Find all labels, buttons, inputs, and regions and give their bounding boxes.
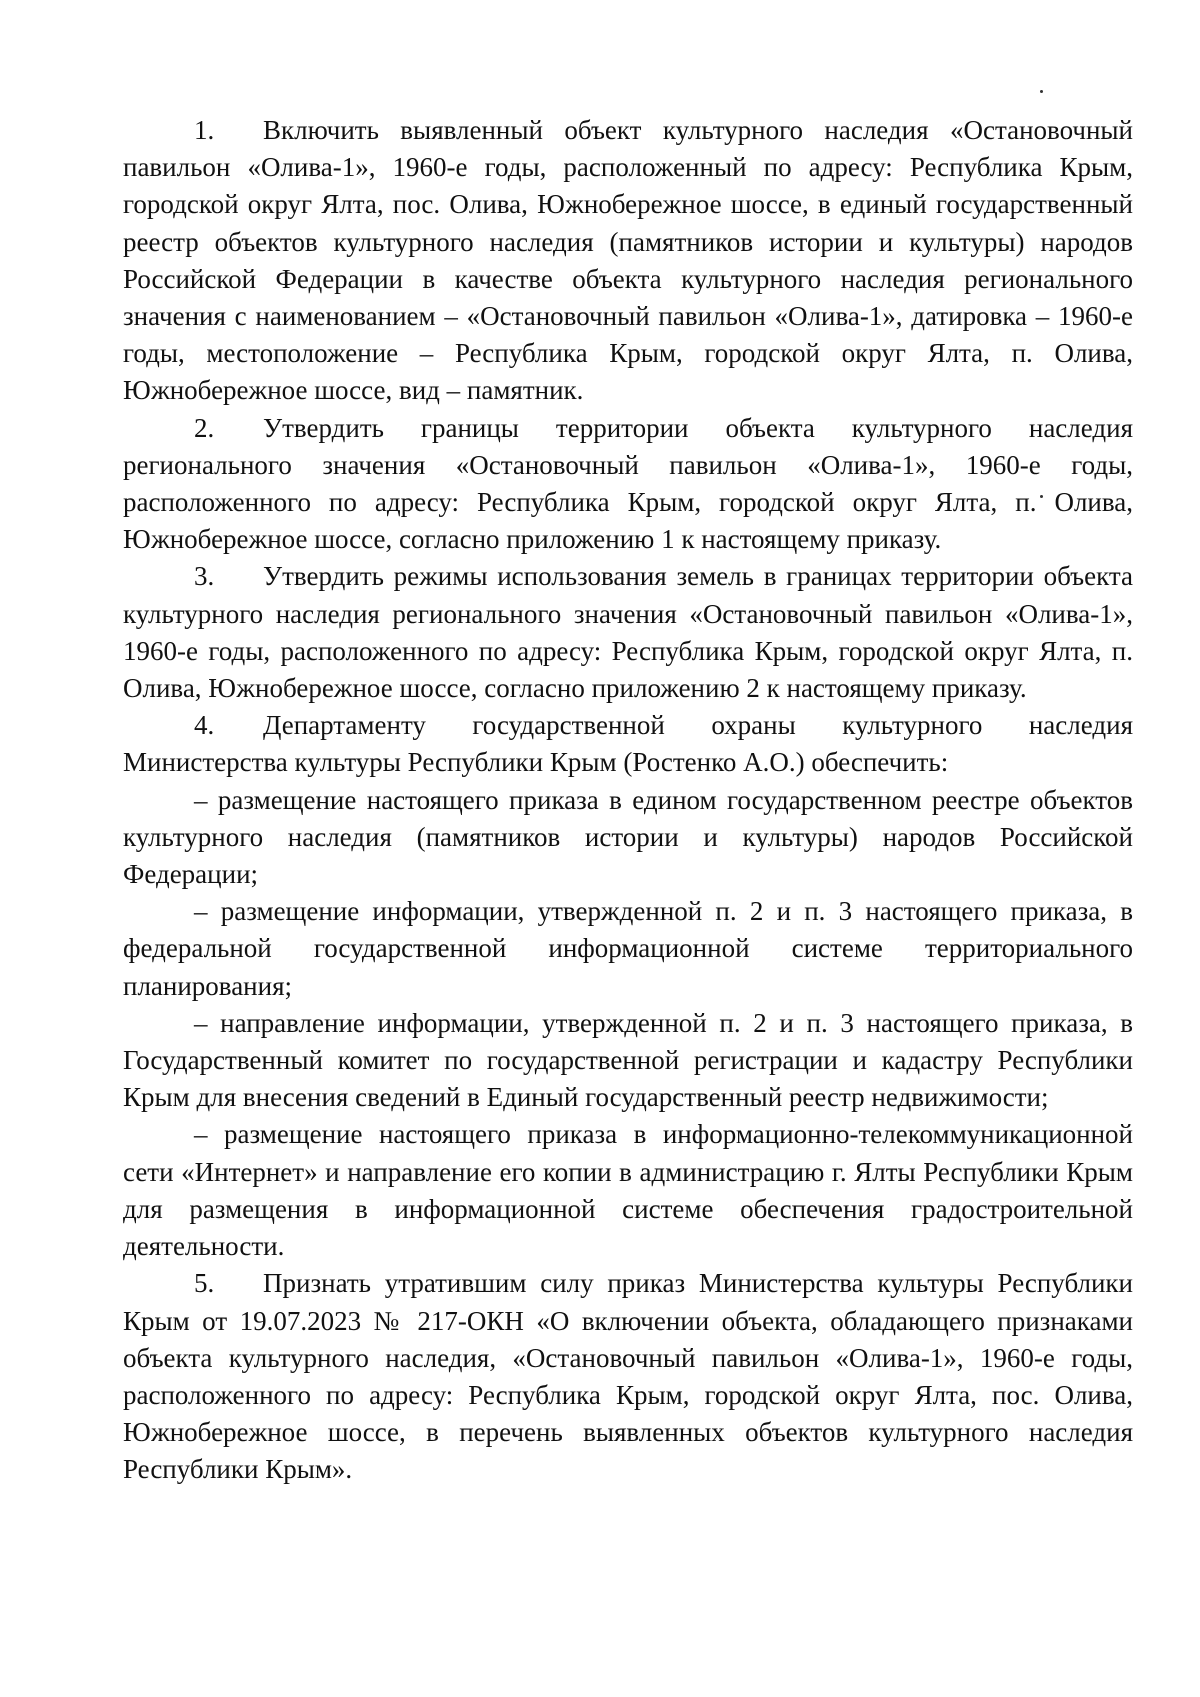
item-text: Утвердить режимы использования земель в границах территории объекта культурного наследия регионального значения «Остановочный павильон «Олива-1», 1960-е годы, расположенного по адресу: Республика Крым, городской округ Ялта, п. Олива, Южнобережное шоссе, согласно приложению 2 к настоящему приказу. xyxy=(123,561,1133,704)
paragraph-item-1 xyxy=(123,112,1133,410)
item-number: 4. xyxy=(194,710,215,741)
item-number: 2. xyxy=(194,412,215,443)
bullet-item-internet: – размещение настоящего приказа в информационно-телекоммуникационной сети «Интернет» и направление его копии в администрацию г. Ялты Республики Крым для размещения в информационной системе обеспечения градостроительной деятельности. xyxy=(123,1119,1133,1262)
item-text: Включить выявленный объект культурного наследия «Остановочный павильон «Олива-1», 1960-е годы, расположенный по адресу: Республика Крым, городской округ Ялта, пос. Олива, Южнобережное шоссе, в единый государственный реестр объектов культурного наследия (памятников истории и культуры) народов Российской Федерации в качестве объекта культурного наследия регионального значения с наименованием – «Остановочный павильон «Олива-1», датировка – 1960-е годы, местоположение – Республика Крым, городской округ Ялта, п. Олива, Южнобережное шоссе, вид – памятник. xyxy=(123,115,1133,406)
item-text: Признать утратившим силу приказ Министерства культуры Республики Крым от 19.07.2023 № 217-ОКН «О включении объекта, обладающего признаками объекта культурного наследия, «Остановочный павильон «Олива-1», 1960-е годы, расположенного по адресу: Республика Крым, городской округ Ялта, пос. Олива, Южнобережное шоссе, в перечень выявленных объектов культурного наследия Республики Крым». xyxy=(123,1268,1133,1485)
paragraph-item-5 xyxy=(123,1265,1133,1488)
bullet-item-cadastre: – направление информации, утвержденной п. 2 и п. 3 настоящего приказа, в Государственный комитет по государственной регистрации и кадастру Республики Крым для внесения сведений в Единый государственный реестр недвижимости; xyxy=(123,1007,1133,1113)
paragraph-item-3 xyxy=(123,558,1133,707)
document-body xyxy=(123,112,1133,1489)
item-number: 5. xyxy=(194,1268,215,1299)
bullet-item-registry: – размещение настоящего приказа в едином государственном реестре объектов культурного наследия (памятников истории и культуры) народов Российской Федерации; xyxy=(123,784,1133,890)
paragraph-item-4 xyxy=(123,707,1133,781)
item-number: 3. xyxy=(194,561,215,592)
bullet-item-fgis: – размещение информации, утвержденной п. 2 и п. 3 настоящего приказа, в федеральной государственной информационной системе территориального планирования; xyxy=(123,896,1133,1001)
item-number: 1. xyxy=(194,115,215,145)
item-text: Утвердить границы территории объекта культурного наследия регионального значения «Остановочный павильон «Олива-1», 1960-е годы, расположенного по адресу: Республика Крым, городской округ Ялта, п. Олива, Южнобережное шоссе, согласно приложению 1 к настоящему приказу. xyxy=(123,412,1133,555)
paragraph-item-2 xyxy=(123,410,1133,559)
item-text: Департаменту государственной охраны культурного наследия Министерства культуры Республики Крым (Ростенко А.О.) обеспечить: xyxy=(123,710,1133,778)
scan-speck xyxy=(1040,90,1043,93)
